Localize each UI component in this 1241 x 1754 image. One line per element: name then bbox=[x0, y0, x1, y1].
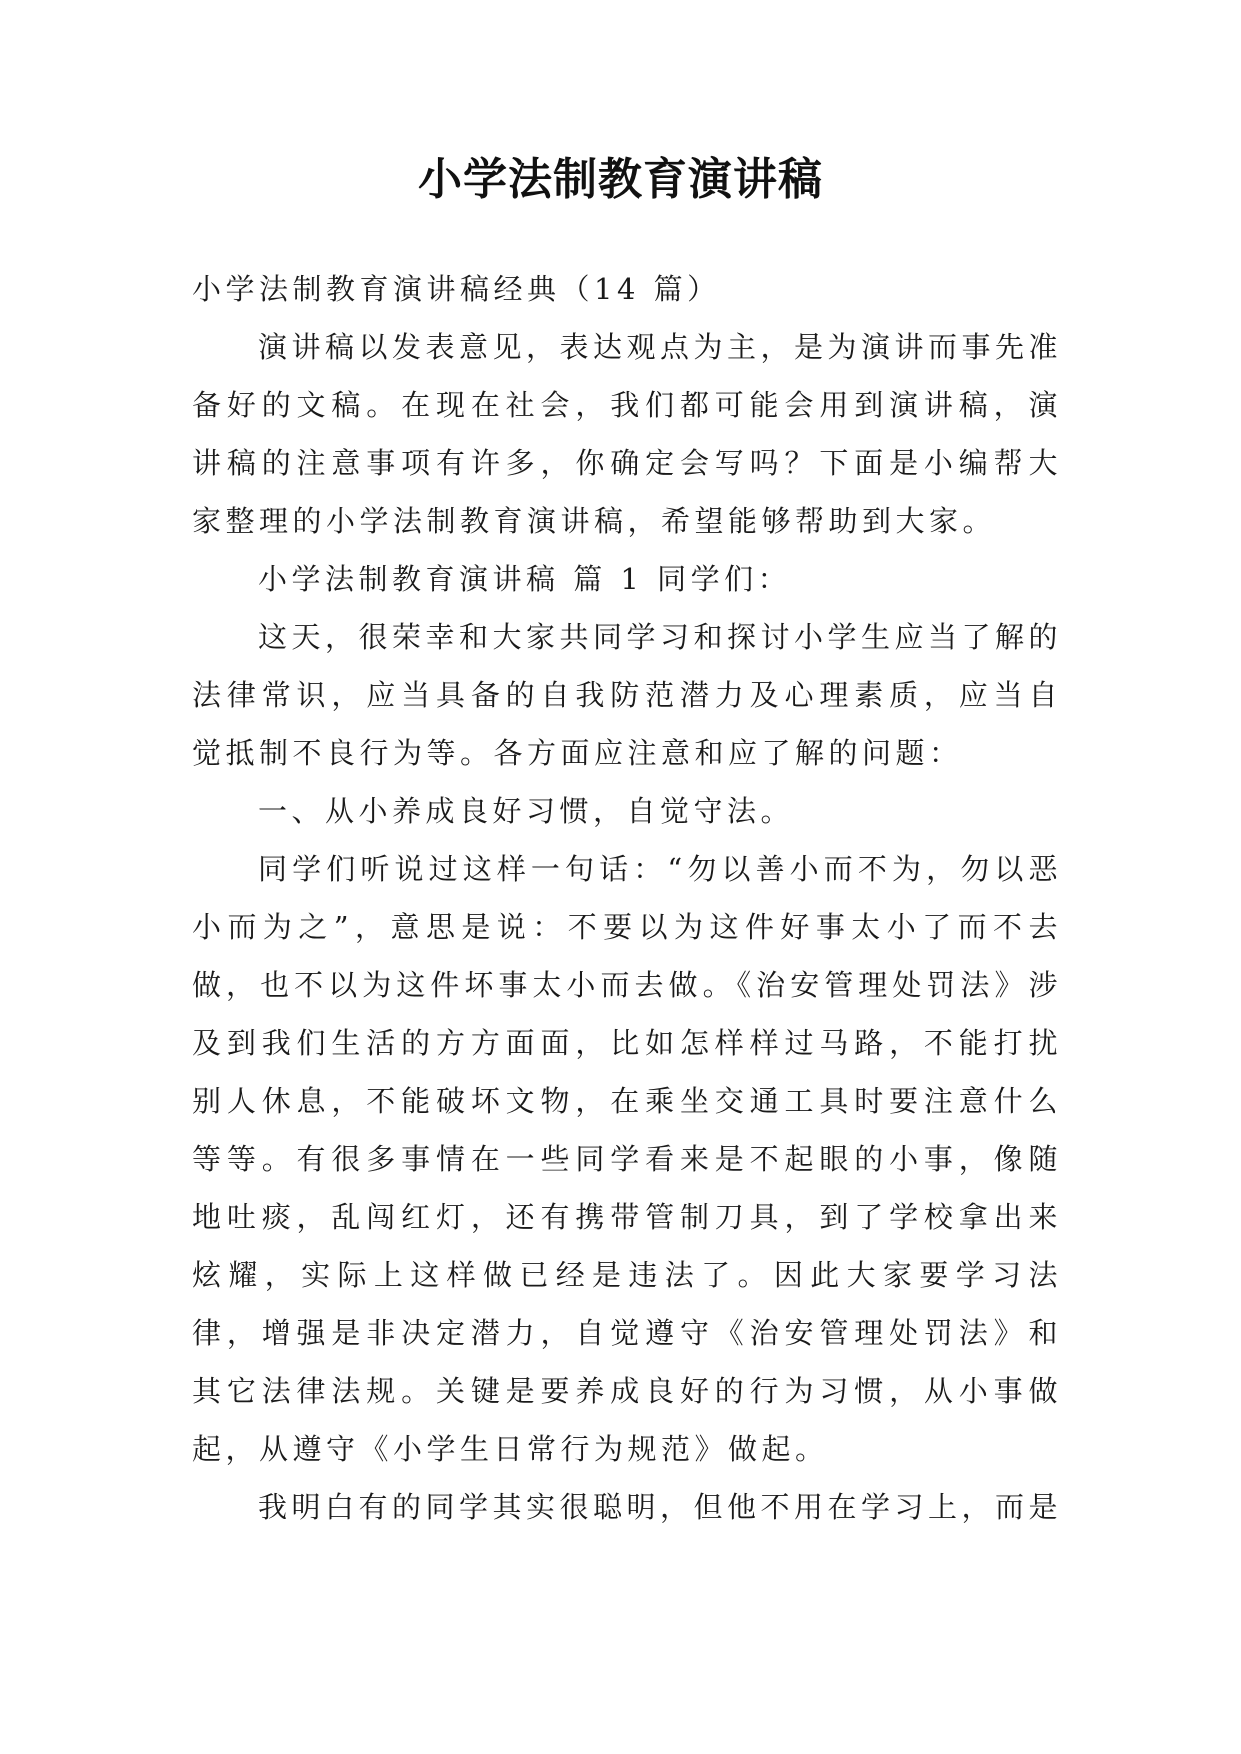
document-body bbox=[192, 260, 1062, 1536]
body-paragraph: 同学们听说过这样一句话：“勿以善小而不为，勿以恶小而为之”，意思是说：不要以为这件好事太小了而不去做，也不以为这件坏事太小而去做。《治安管理处罚法》涉及到我们生活的方方面面，比如怎样样过马路，不能打扰别人休息，不能破坏文物，在乘坐交通工具时要注意什么等等。有很多事情在一些同学看来是不起眼的小事，像随地吐痰，乱闯红灯，还有携带管制刀具，到了学校拿出来炫耀，实际上这样做已经是违法了。因此大家要学习法律，增强是非决定潜力，自觉遵守《治安管理处罚法》和其它法律法规。关键是要养成良好的行为习惯，从小事做起，从遵守《小学生日常行为规范》做起。 bbox=[192, 852, 1062, 1466]
body-paragraph: 我明白有的同学其实很聪明，但他不用在学习上，而是 bbox=[258, 1490, 1063, 1524]
document-title: 小学法制教育演讲稿 bbox=[418, 154, 823, 205]
point-heading-paragraph: 一、从小养成良好习惯，自觉守法。 bbox=[258, 794, 795, 828]
body-paragraph: 这天，很荣幸和大家共同学习和探讨小学生应当了解的法律常识，应当具备的自我防范潜力及心理素质，应当自觉抵制不良行为等。各方面应注意和应了解的问题： bbox=[192, 620, 1063, 770]
section-heading-paragraph: 小学法制教育演讲稿 篇 1 同学们： bbox=[258, 562, 792, 596]
intro-paragraph: 演讲稿以发表意见，表达观点为主，是为演讲而事先准备好的文稿。在现在社会，我们都可能会用到演讲稿，演讲稿的注意事项有许多，你确定会写吗？下面是小编帮大家整理的小学法制教育演讲稿，希望能够帮助到大家。 bbox=[192, 330, 1063, 538]
subtitle-paragraph: 小学法制教育演讲稿经典（14 篇） bbox=[192, 272, 721, 306]
